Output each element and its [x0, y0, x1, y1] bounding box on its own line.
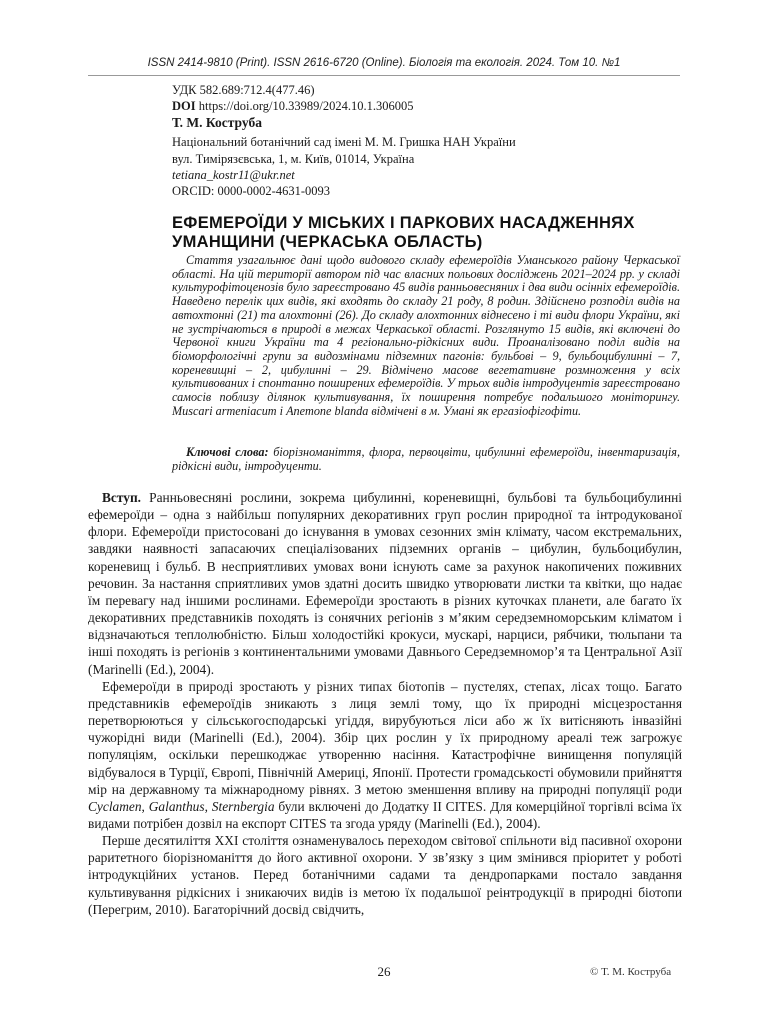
keywords: [172, 446, 680, 473]
paragraph-2-text-b: були включені до Додатку II CITES. Для комерційної торгівлі всіма їх видами потрібен дозвіл на експорт CITES та згода уряду (Marinelli (Ed.), 2004).: [88, 798, 682, 831]
separator: ,: [204, 798, 212, 814]
keywords-text: біорізноманіття, флора, первоцвіти, цибулинні ефемероїди, інвентаризація, рідкісні види, інтродуценти.: [172, 445, 680, 473]
page-number: 26: [377, 964, 391, 979]
author-name: Т. М. Коструба: [172, 115, 262, 131]
copyright: © Т. М. Коструба: [590, 966, 672, 978]
paragraph-1-text: Ранньовесняні рослини, зокрема цибулинні, кореневищні, бульбові та бульбоцибулинні ефемероїди – одна з найбільш популярних декоративних груп рослин природної та інтродукованої флори. Ефемероїди пристосовані до існування в умовах сезонних змін клімату, часом екстремальних, завдяки наявності запасаючих спеціалізованих підземних органів – цибулин, бульбоцибулин, кореневищ і бульб. В несприятливих умовах вони існують саме за рахунок накопичених поживних речовин. За настання сприятливих умов здатні досить швидко утворювати листки та квітки, що надає їм перевагу над іншими рослинами. Ефемероїди зростають в різних куточках планети, але багато їх декоративних представників походять із сонячних регіонів з м’яким середземноморським кліматом і відзначаються теплолюбністю. Більш холодостійкі крокуси, мускарі, нарциси, рябчики, тюльпани та інші походять із регіонів з континентальними умовами Давнього Середземномор’я та Центральної Азії (Marinelli (Ed.), 2004).: [88, 490, 682, 677]
section-lead: Вступ.: [102, 490, 142, 505]
genus-sternbergia: Sternbergia: [211, 798, 275, 814]
article-meta: [172, 82, 692, 199]
genus-cyclamen: Cyclamen: [88, 798, 142, 814]
article-title: ЕФЕМЕРОЇДИ У МІСЬКИХ І ПАРКОВИХ НАСАДЖЕННЯХ УМАНЩИНИ (ЧЕРКАСЬКА ОБЛАСТЬ): [172, 214, 635, 251]
address: вул. Тимірязєвська, 1, м. Київ, 01014, Україна: [172, 151, 415, 166]
orcid: ORCID: 0000-0002-4631-0093: [172, 184, 330, 199]
genus-galanthus: Galanthus: [148, 798, 205, 814]
body-paragraph-3: Перше десятиліття ХХІ століття ознаменувалось переходом світової спільноти від пасивної охорони раритетного біорізноманіття до його активної охорони. У зв’язку з цим змінився пріоритет у роботі інтродукційних установ. Перед ботанічними садами та дендропарками постало завдання культивування рідкісних і зникаючих видів із метою їх подальшої реінтродукції в природні біотопи (Перегрим, 2010). Багаторічний досвід свідчить,: [88, 833, 682, 917]
article-body: [88, 489, 682, 918]
doi-label: DOI: [172, 99, 196, 114]
author-email[interactable]: tetiana_kostr11@ukr.net: [172, 167, 295, 182]
journal-header: ISSN 2414-9810 (Print). ISSN 2616-6720 (Online). Біологія та екологія. 2024. Том 10. №1: [147, 57, 621, 69]
doi-line: [172, 98, 692, 114]
institution: Національний ботанічний сад імені М. М. Гришка НАН України: [172, 135, 516, 150]
abstract: Стаття узагальнює дані щодо видового складу ефемероїдів Уманського району Черкаської області. На цій території автором під час власних польових досліджень 2021–2024 рр. у складі культурофітоценозів було зареєстровано 45 видів ранньовесняних і два види осінніх ефемероїдів. Наведено перелік цих видів, які входять до складу 21 роду, 8 родин. Здійснено розподіл видів на автохтонні (21) та алохтонні (26). До складу алохтонних віднесено і ті види флори України, які не зустрічаються в природі в межах Черкаської області. Розглянуто 15 видів, які включені до Червоної книги України та 4 регіонально-рідкісних види. Проаналізовано поділ видів на біоморфологічні групи за видозмінами підземних пагонів: бульбові – 9, бульбоцибулинні – 7, кореневищні – 2, цибулинні – 29. Відмічено масове вегетативне розмноження у всіх культивованих і спонтанно поширених ефемероїдів. У трьох видів інтродуцентів зареєстровано самосів поблизу ділянок культивування, їх поширення потребує подальшого моніторингу. Muscari armeniacum і Anemone blanda відмічені в м. Умані як ергазіофігофіти.: [172, 253, 680, 418]
body-paragraph-1: [88, 489, 682, 678]
paragraph-2-text-a: Ефемероїди в природі зростають у різних типах біотопів – пустелях, степах, лісах тощо. Багато представників ефемероїдів зникають з лиця землі тому, що їх природні місцезростання перетворюються у сільськогосподарські угіддя, вирубуються ліси або ж їх витісняють інвазійні чужорідні види (Marinelli (Ed.), 2004). Збір цих рослин у їх природному ареалі теж загрожує популяціям, оскільки перешкоджає утворенню насіння. Катастрофічне винищення популяцій відбувалося в Турції, Європі, Північній Америці, Японії. Протести громадськості обумовили прийняття мір на державному та міжнародному рівнях. З метою зменшення впливу на природні популяції роди: [88, 678, 682, 797]
separator: ,: [141, 798, 149, 814]
udc-code: УДК 582.689:712.4(477.46): [172, 83, 315, 97]
doi-link[interactable]: https://doi.org/10.33989/2024.10.1.306005: [195, 99, 414, 114]
header-divider: [88, 75, 680, 76]
keywords-label: Ключові слова:: [186, 445, 269, 459]
body-paragraph-2: [88, 678, 682, 832]
